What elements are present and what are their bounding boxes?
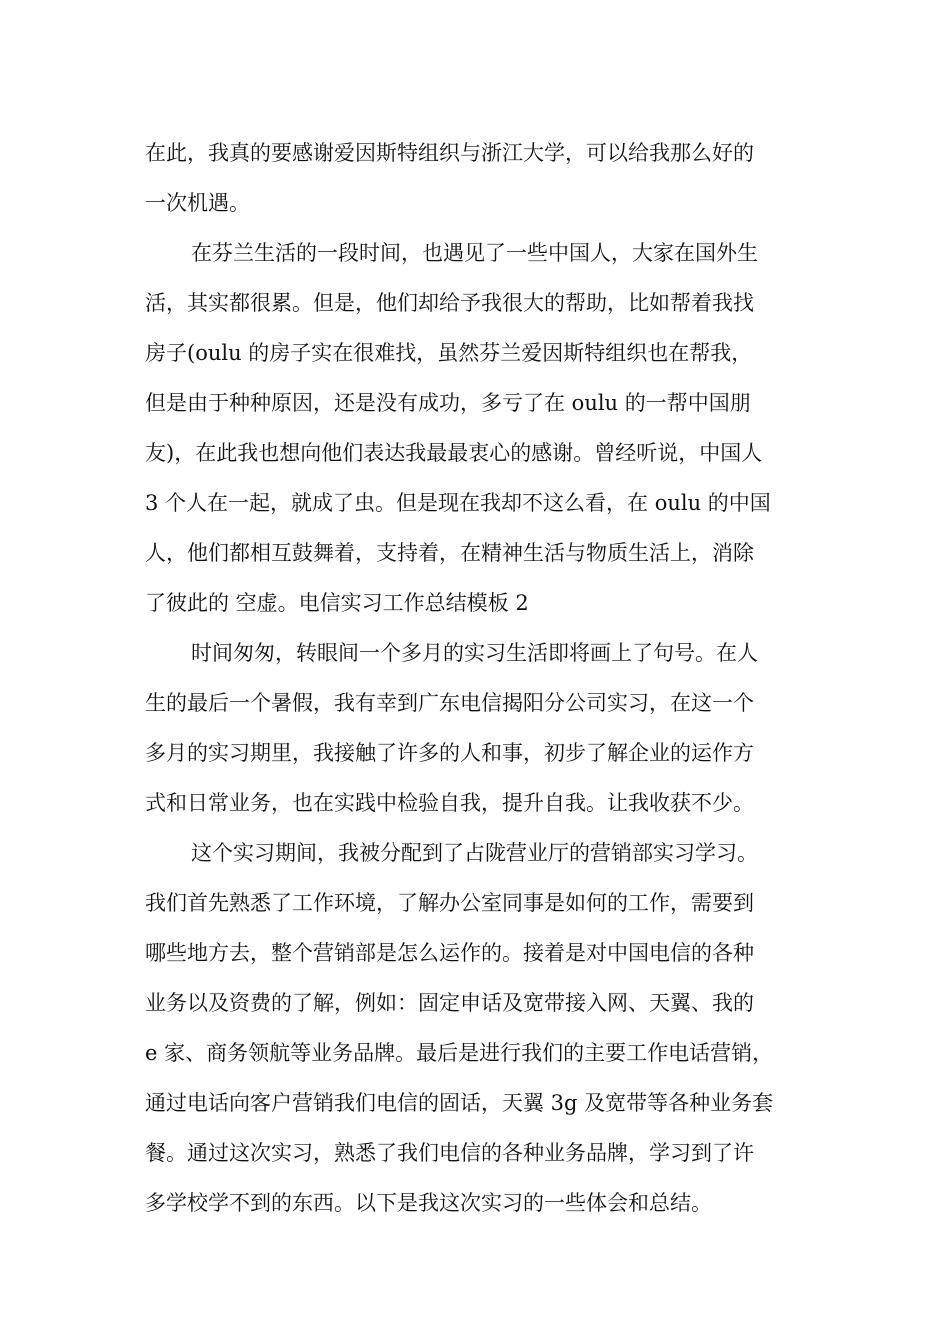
text-line: 业务以及资费的了解，例如：固定申话及宽带接入网、天翼、我的: [145, 991, 754, 1015]
text-line: 餐。通过这次实习，熟悉了我们电信的各种业务品牌，学习到了许: [145, 1141, 754, 1165]
text-line: 哪些地方去，整个营销部是怎么运作的。接着是对中国电信的各种: [145, 941, 754, 965]
text-line: 一次机遇。: [145, 191, 250, 215]
text-line: 多月的实习期里，我接触了许多的人和事，初步了解企业的运作方: [145, 741, 754, 765]
text-line: 这个实习期间，我被分配到了占陇营业厅的营销部实习学习。: [191, 841, 758, 865]
text-line: 通过电话向客户营销我们电信的固话，天翼 3g 及宽带等各种业务套: [145, 1091, 774, 1115]
text-line: 友)，在此我也想向他们表达我最最衷心的感谢。曾经听说，中国人: [145, 441, 763, 465]
text-line: 生的最后一个暑假，我有幸到广东电信揭阳分公司实习，在这一个: [145, 691, 754, 715]
text-line: 式和日常业务，也在实践中检验自我，提升自我。让我收获不少。: [145, 791, 754, 815]
text-line: 多学校学不到的东西。以下是我这次实习的一些体会和总结。: [145, 1191, 712, 1215]
text-line: 我们首先熟悉了工作环境，了解办公室同事是如何的工作，需要到: [145, 891, 754, 915]
text-line: 在此，我真的要感谢爱因斯特组织与浙江大学，可以给我那么好的: [145, 141, 754, 165]
text-line: 3 个人在一起，就成了虫。但是现在我却不这么看，在 oulu 的中国: [145, 491, 771, 515]
document-body: [145, 128, 815, 1228]
text-line: 房子(oulu 的房子实在很难找，虽然芬兰爱因斯特组织也在帮我，: [145, 341, 753, 365]
text-line: e 家、商务领航等业务品牌。最后是进行我们的主要工作电话营销，: [145, 1041, 774, 1065]
text-line: 在芬兰生活的一段时间，也遇见了一些中国人，大家在国外生: [191, 241, 758, 265]
text-line: 时间匆匆，转眼间一个多月的实习生活即将画上了句号。在人: [191, 641, 758, 665]
text-line: 人，他们都相互鼓舞着，支持着，在精神生活与物质生活上，消除: [145, 541, 754, 565]
text-line: 了彼此的 空虚。电信实习工作总结模板 2: [145, 591, 529, 615]
text-line: 活，其实都很累。但是，他们却给予我很大的帮助，比如帮着我找: [145, 291, 754, 315]
text-line: 但是由于种种原因，还是没有成功，多亏了在 oulu 的一帮中国朋: [145, 391, 751, 415]
